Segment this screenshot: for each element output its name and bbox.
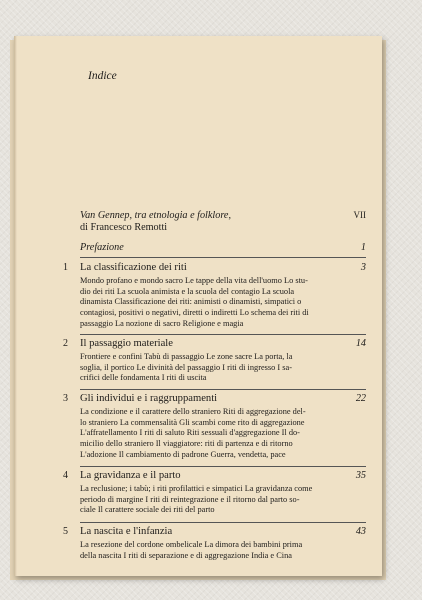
chapter-title: Il passaggio materiale bbox=[80, 338, 173, 349]
chapter-summary-line: della nascita I riti di separazione e di aggregazione India e Cina bbox=[80, 550, 292, 560]
chapter-summary-line: dinamista Classificazione dei riti: animisti o dinamisti, simpatici o bbox=[80, 297, 302, 307]
frontmatter-title: Van Gennep, tra etnologia e folklore, bbox=[80, 210, 231, 221]
frontmatter-page: VII bbox=[353, 210, 366, 220]
chapter-summary-line: contagiosi, positivi o negativi, diretti o indiretti Lo schema dei riti di bbox=[80, 308, 309, 318]
chapter-summary-line: lo straniero La commensalità Gli scambi come rito di aggregazione bbox=[80, 417, 305, 427]
chapter-rule bbox=[80, 257, 366, 258]
chapter-number: 4 bbox=[63, 470, 68, 481]
chapter-summary-line: La condizione e il carattere dello straniero Riti di aggregazione del- bbox=[80, 407, 306, 416]
frontmatter-author: di Francesco Remotti bbox=[80, 222, 168, 233]
chapter-title: La gravidanza e il parto bbox=[80, 470, 181, 481]
chapter-summary-line: soglia, il portico Le divinità del passaggio I riti di ingresso I sa- bbox=[80, 362, 293, 372]
preface-title: Prefazione bbox=[80, 242, 124, 253]
chapter-number: 5 bbox=[63, 526, 68, 537]
chapter-title: La classificazione dei riti bbox=[80, 262, 187, 273]
chapter-page: 43 bbox=[355, 526, 366, 537]
chapter-rule bbox=[80, 466, 366, 467]
page-gutter bbox=[14, 36, 17, 576]
chapter-rule bbox=[80, 522, 366, 523]
preface-page: 1 bbox=[360, 242, 366, 253]
chapter-rule bbox=[80, 389, 366, 390]
chapter-title: Gli individui e i raggruppamenti bbox=[80, 393, 218, 404]
book-page bbox=[14, 36, 382, 576]
chapter-page: 22 bbox=[355, 393, 366, 404]
index-heading: Indice bbox=[88, 70, 117, 82]
chapter-number: 1 bbox=[63, 262, 68, 273]
chapter-summary-line: periodo di margine I riti di reintegrazione e il ritorno dal parto so- bbox=[80, 494, 300, 504]
chapter-summary-line: passaggio La nozione di sacro Religione e magia bbox=[80, 318, 244, 328]
chapter-summary-line: micilio dello straniero Il viaggiatore: riti di partenza e di ritorno bbox=[80, 439, 293, 449]
chapter-page: 3 bbox=[360, 262, 366, 273]
chapter-number: 2 bbox=[63, 338, 68, 349]
chapter-title: La nascita e l'infanzia bbox=[80, 526, 173, 537]
chapter-summary-line: La reclusione; i tabù; i riti profilattici e simpatici La gravidanza come bbox=[80, 484, 313, 493]
chapter-page: 35 bbox=[355, 470, 366, 481]
chapter-rule bbox=[80, 334, 366, 335]
chapter-summary-line: ciale Il carattere sociale dei riti del parto bbox=[80, 505, 215, 515]
chapter-summary-line: dio dei riti La scuola animista e la scuola del contagio La scuola bbox=[80, 286, 295, 296]
chapter-summary-line: crifici delle fondamenta I riti di uscita bbox=[80, 373, 207, 383]
chapter-number: 3 bbox=[63, 393, 68, 404]
chapter-summary-line: Frontiere e confini Tabù di passaggio Le zone sacre La porta, la bbox=[80, 352, 293, 361]
chapter-summary-line: Mondo profano e mondo sacro Le tappe della vita dell'uomo Lo stu- bbox=[80, 276, 308, 285]
chapter-summary-line: La resezione del cordone ombelicale La dimora dei bambini prima bbox=[80, 540, 303, 549]
chapter-page: 14 bbox=[355, 338, 366, 349]
chapter-summary-line: L'adozione Il cambiamento di padrone Guerra, vendetta, pace bbox=[80, 449, 286, 459]
chapter-summary-line: L'affratellamento I riti di saluto Riti sessuali d'aggregazione Il do- bbox=[80, 428, 300, 438]
